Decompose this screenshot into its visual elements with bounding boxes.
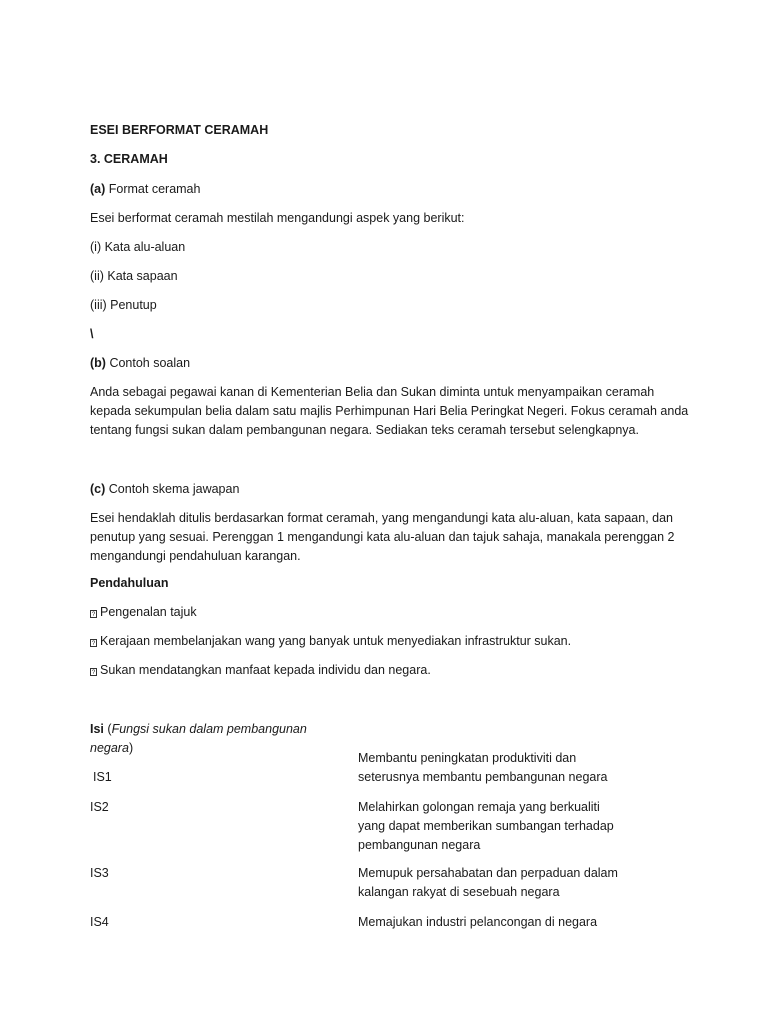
isi-heading: Isi (Fungsi sukan dalam pembangunan negara) (90, 722, 307, 755)
missing-glyph-bullet-icon: ? (91, 670, 96, 676)
pendahuluan-heading: Pendahuluan (90, 576, 169, 590)
isi-description: Membantu peningkatan produktiviti dan seterusnya membantu pembangunan negara (358, 751, 608, 784)
part-b-heading: (b) Contoh soalan (90, 356, 191, 370)
isi-code: IS2 (90, 800, 109, 814)
isi-description: Melahirkan golongan remaja yang berkualiti yang dapat memberikan sumbangan terhadap pembangunan negara (358, 800, 614, 852)
format-item: (i) Kata alu-aluan (90, 240, 186, 254)
pendahuluan-point: ? Sukan mendatangkan manfaat kepada individu dan negara. (91, 663, 431, 677)
missing-glyph-bullet-icon: ? (91, 641, 96, 647)
isi-description: Memupuk persahabatan dan perpaduan dalam kalangan rakyat di sesebuah negara (358, 866, 618, 899)
part-b-question-text: Anda sebagai pegawai kanan di Kementerian Belia dan Sukan diminta untuk menyampaikan ceramah kepada sekumpulan belia dalam satu majlis Perhimpunan Hari Belia Peringkat Negeri. Fokus ceramah anda tentang fungsi sukan dalam pembangunan negara. Sediakan teks ceramah tersebut selengkapnya. (90, 385, 689, 437)
stray-backslash: \ (90, 327, 94, 341)
section-heading: 3. CERAMAH (90, 152, 168, 166)
pendahuluan-point: ? Pengenalan tajuk (91, 605, 197, 619)
pendahuluan-point: ? Kerajaan membelanjakan wang yang banyak untuk menyediakan infrastruktur sukan. (91, 634, 572, 648)
part-a-heading: (a) Format ceramah (90, 182, 201, 196)
format-item: (ii) Kata sapaan (90, 269, 178, 283)
isi-code: IS4 (90, 915, 109, 929)
missing-glyph-bullet-icon: ? (91, 612, 96, 618)
part-c-heading: (c) Contoh skema jawapan (90, 482, 240, 496)
isi-code: IS1 (93, 770, 112, 784)
part-a-intro: Esei berformat ceramah mestilah mengandungi aspek yang berikut: (90, 211, 465, 225)
part-c-scheme-text: Esei hendaklah ditulis berdasarkan format ceramah, yang mengandungi kata alu-aluan, kata sapaan, dan penutup yang sesuai. Perenggan 1 mengandungi kata alu-aluan dan tajuk sahaja, manakala perenggan 2 mengandungi pendahuluan karangan. (90, 511, 675, 563)
isi-code: IS3 (90, 866, 109, 880)
document-title: ESEI BERFORMAT CERAMAH (90, 123, 269, 137)
format-item: (iii) Penutup (90, 298, 157, 312)
isi-description: Memajukan industri pelancongan di negara (358, 915, 598, 929)
